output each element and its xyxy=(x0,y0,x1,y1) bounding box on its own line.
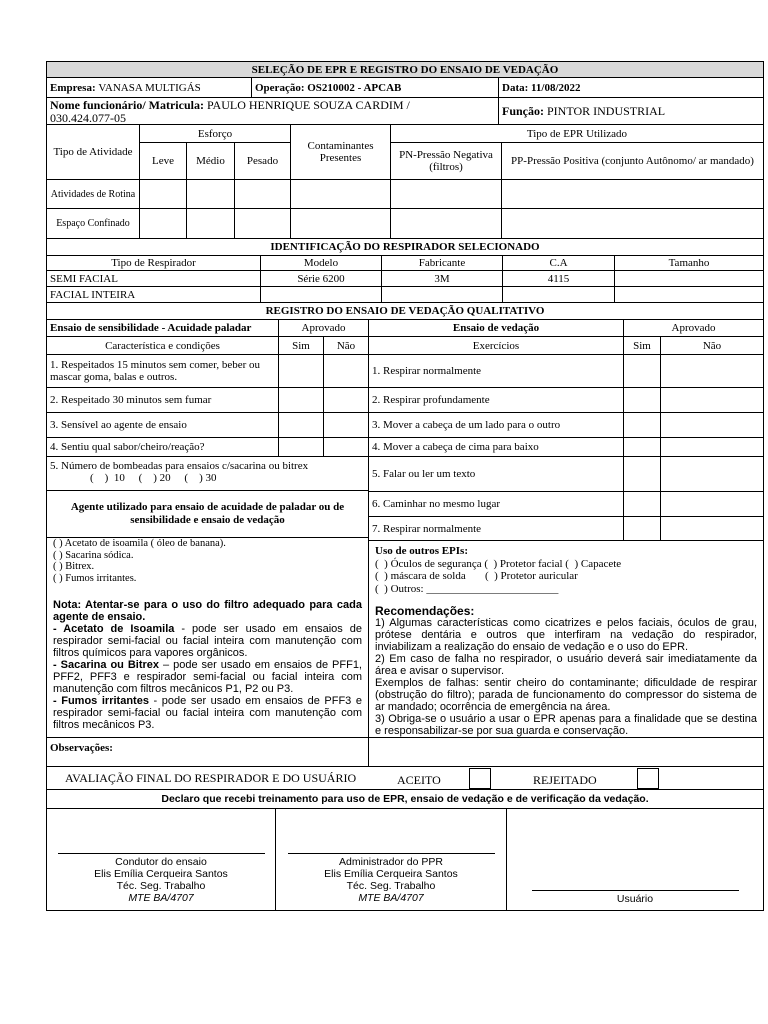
respirator-col-tipo: Tipo de Respirador xyxy=(47,256,261,270)
aceito-checkbox[interactable] xyxy=(469,768,491,789)
nao-cell[interactable] xyxy=(661,388,763,412)
exercicio-item: 7. Respirar normalmente xyxy=(369,517,624,540)
pesado-cell[interactable] xyxy=(235,180,291,208)
empresa-value: VANASA MULTIGÁS xyxy=(98,81,201,94)
nao-cell[interactable] xyxy=(324,388,368,412)
caracteristica-header: Característica e condições xyxy=(47,337,279,354)
header-row-2 xyxy=(46,98,764,125)
pn-cell[interactable] xyxy=(391,180,502,208)
respirator-col-tamanho: Tamanho xyxy=(668,257,710,269)
respirator-tipo: SEMI FACIAL xyxy=(47,271,261,286)
funcao-field xyxy=(499,98,763,124)
signature-name: Elis Emília Cerqueira Santos xyxy=(324,868,458,880)
signature-line[interactable] xyxy=(58,853,265,854)
respirator-tipo: FACIAL INTEIRA xyxy=(47,287,261,302)
respirator-col-fabricante: Fabricante xyxy=(382,256,503,270)
medio-header: Médio xyxy=(187,143,235,179)
nota-item: - Acetato de Isoamila - pode ser usado em ensaios de respirador semi-facial ou facial inteira com manutenção com filtros químicos para vapores orgânicos. xyxy=(53,623,362,659)
nota-title: Nota: Atentar-se para o uso do filtro adequado para cada agente de ensaio. xyxy=(53,599,362,623)
sensibilidade-title: Ensaio de sensibilidade - Acuidade paladar xyxy=(47,320,279,336)
recomendacoes-title: Recomendações: xyxy=(375,604,475,618)
signature-block xyxy=(507,809,763,910)
operacao-value: OS210002 - APCAB xyxy=(307,81,402,94)
activity-row-rotina xyxy=(46,180,764,209)
qualitative-section-row xyxy=(46,303,764,320)
signature-reg: MTE BA/4707 xyxy=(128,892,194,904)
respirator-row xyxy=(46,287,764,303)
sensibilidade-column xyxy=(47,320,369,737)
sim-cell[interactable] xyxy=(624,388,661,412)
activity-row-label: Espaço Confinado xyxy=(47,209,140,238)
funcionario-field xyxy=(47,98,499,124)
agente-option[interactable]: ( ) Sacarina sódica. xyxy=(53,549,134,561)
bombeadas-options[interactable]: ( ) 10 ( ) 20 ( ) 30 xyxy=(90,472,217,484)
respirator-fabricante: 3M xyxy=(382,271,503,286)
sim-cell[interactable] xyxy=(279,438,324,456)
sim-header: Sim xyxy=(624,337,661,354)
signature-line[interactable] xyxy=(532,890,739,891)
respirator-row xyxy=(46,271,764,287)
nota-item: - Sacarina ou Bitrex – pode ser usado em ensaios de PFF1, PFF2, PFF3 e respirador semi-facial ou facial inteira com manutenção com filtros mecânicos P1, P2 ou P3. xyxy=(53,659,362,695)
signature-block xyxy=(276,809,507,910)
sim-header: Sim xyxy=(279,337,324,354)
respirator-col-modelo: Modelo xyxy=(261,256,382,270)
agente-option[interactable]: ( ) Acetato de isoamila ( óleo de banana). xyxy=(53,538,226,549)
contaminantes-cell[interactable] xyxy=(291,180,391,208)
qualitative-section-title: REGISTRO DO ENSAIO DE VEDAÇÃO QUALITATIVO xyxy=(265,305,545,317)
empresa-field xyxy=(47,78,252,97)
avaliacao-row xyxy=(46,767,764,790)
bombeadas-item xyxy=(47,457,368,485)
respirator-section-row xyxy=(46,239,764,256)
data-field xyxy=(499,78,763,97)
epr-form xyxy=(46,61,764,911)
recomendacoes-block xyxy=(369,595,763,737)
nao-cell[interactable] xyxy=(661,438,763,456)
recomendacao-paragraph: 1) Algumas características como cicatrizes e pelos faciais, óculos de grau, prótese dentária e outros que interfiram na vedação do respirador, inviabilizam a realização do ensaio de vedação e o uso do EPR. xyxy=(375,617,757,653)
medio-cell[interactable] xyxy=(187,180,235,208)
operacao-label: Operação: xyxy=(255,81,305,94)
declaro-row xyxy=(46,790,764,809)
nao-cell[interactable] xyxy=(661,517,763,540)
nao-cell[interactable] xyxy=(324,355,368,387)
nota-block xyxy=(47,584,368,731)
observacoes-row xyxy=(46,737,764,767)
pesado-cell[interactable] xyxy=(235,209,291,238)
pn-cell[interactable] xyxy=(391,209,502,238)
signature-reg: MTE BA/4707 xyxy=(358,892,424,904)
respirator-ca xyxy=(503,287,615,302)
declaro-text: Declaro que recebi treinamento para uso de EPR, ensaio de vedação e de verificação da vedação. xyxy=(161,793,649,805)
activity-row-label: Atividades de Rotina xyxy=(47,180,140,208)
signature-role: Usuário xyxy=(616,893,654,905)
form-title: SELEÇÃO DE EPR E REGISTRO DO ENSAIO DE VEDAÇÃO xyxy=(251,63,559,76)
recomendacao-paragraph: 3) Obriga-se o usuário a usar o EPR apenas para a finalidade que se destina e responsabilizar-se por sua guarda e conservação. xyxy=(375,713,757,737)
leve-cell[interactable] xyxy=(140,209,187,238)
signature-title: Téc. Seg. Trabalho xyxy=(346,880,436,892)
tipo-atividade-header: Tipo de Atividade xyxy=(47,125,140,179)
empresa-label: Empresa: xyxy=(50,81,96,94)
nota-item: - Fumos irritantes - pode ser usado em ensaios de PFF3 e respirador semi-facial ou facial inteira com manutenção com filtros mecânicos P3. xyxy=(53,695,362,731)
sim-cell[interactable] xyxy=(624,438,661,456)
leve-header: Leve xyxy=(140,143,187,179)
agente-option[interactable]: ( ) Fumos irritantes. xyxy=(53,572,137,584)
nao-header: Não xyxy=(336,339,356,352)
exercicio-item: 3. Mover a cabeça de um lado para o outro xyxy=(369,413,624,437)
rejeitado-label: REJEITADO xyxy=(533,773,597,787)
pesado-header: Pesado xyxy=(246,155,279,167)
pp-cell[interactable] xyxy=(502,209,763,238)
respirator-modelo: Série 6200 xyxy=(261,271,382,286)
sim-cell[interactable] xyxy=(624,355,661,387)
sensibilidade-item: 2. Respeitado 30 minutos sem fumar xyxy=(47,388,279,412)
sim-cell[interactable] xyxy=(279,355,324,387)
activity-row-confinado xyxy=(46,209,764,239)
tipo-epr-header: Tipo de EPR Utilizado xyxy=(391,125,763,143)
respirator-ca: 4115 xyxy=(503,271,615,286)
funcionario-value: PAULO HENRIQUE SOUZA CARDIM / xyxy=(206,98,410,112)
activity-header-row xyxy=(46,125,764,180)
sensibilidade-item: 3. Sensível ao agente de ensaio xyxy=(47,413,279,437)
nao-header: Não xyxy=(702,339,722,352)
outros-epis-block xyxy=(369,541,763,595)
respirator-header-row xyxy=(46,256,764,271)
exercicio-item: 2. Respirar profundamente xyxy=(369,388,624,412)
outros-epis-line[interactable]: ( ) Outros: ________________________ xyxy=(375,582,559,595)
pp-cell[interactable] xyxy=(502,180,763,208)
esforco-group xyxy=(140,125,291,179)
observacoes-label: Observações: xyxy=(47,738,369,766)
rejeitado-checkbox[interactable] xyxy=(637,768,659,789)
nao-cell[interactable] xyxy=(661,457,763,491)
medio-cell[interactable] xyxy=(187,209,235,238)
aprovado-header: Aprovado xyxy=(301,322,346,334)
sim-cell[interactable] xyxy=(624,413,661,437)
aceito-label: ACEITO xyxy=(397,773,441,787)
outros-epis-line[interactable]: ( ) Óculos de segurança ( ) Protetor facial ( ) Capacete xyxy=(375,557,622,570)
signature-title: Téc. Seg. Trabalho xyxy=(116,880,206,892)
signature-line[interactable] xyxy=(288,853,495,854)
contaminantes-header: Contaminantes Presentes xyxy=(291,125,391,179)
exercicio-item: 6. Caminhar no mesmo lugar xyxy=(369,492,624,516)
signatures-row xyxy=(46,809,764,911)
tipo-epr-group xyxy=(391,125,763,179)
sim-cell[interactable] xyxy=(624,457,661,491)
respirator-fabricante xyxy=(382,287,503,302)
agente-option[interactable]: ( ) Bitrex. xyxy=(53,561,95,572)
respirator-tamanho xyxy=(615,271,763,286)
operacao-field xyxy=(252,78,499,97)
respirator-col-ca: C.A xyxy=(503,256,615,270)
agente-options xyxy=(47,538,368,584)
sim-cell[interactable] xyxy=(624,517,661,540)
outros-epis-line[interactable]: ( ) máscara de solda ( ) Protetor auricular xyxy=(375,570,578,582)
data-value: 11/08/2022 xyxy=(531,81,581,94)
respirator-section-title: IDENTIFICAÇÃO DO RESPIRADOR SELECIONADO xyxy=(270,241,540,253)
agente-title: Agente utilizado para ensaio de acuidade de paladar ou de sensibilidade e ensaio de vedação xyxy=(70,501,345,526)
vedacao-column xyxy=(369,320,763,737)
funcionario-label: Nome funcionário/ Matricula: xyxy=(50,98,204,112)
matricula-value: 030.424.077-05 xyxy=(50,111,126,125)
pn-header: PN-Pressão Negativa (filtros) xyxy=(391,143,502,179)
signature-name: Elis Emília Cerqueira Santos xyxy=(94,868,228,880)
nao-cell[interactable] xyxy=(661,492,763,516)
nao-cell[interactable] xyxy=(324,438,368,456)
sim-cell[interactable] xyxy=(279,388,324,412)
esforco-header: Esforço xyxy=(140,125,290,143)
signature-role: Condutor do ensaio xyxy=(115,856,207,868)
qualitative-body xyxy=(46,320,764,737)
outros-epis-title: Uso de outros EPIs: xyxy=(375,545,469,557)
sim-cell[interactable] xyxy=(624,492,661,516)
funcao-value: PINTOR INDUSTRIAL xyxy=(547,104,666,118)
exercicio-item: 5. Falar ou ler um texto xyxy=(369,457,624,491)
nao-cell[interactable] xyxy=(324,413,368,437)
bombeadas-label: 5. Número de bombeadas para ensaios c/sacarina ou bitrex xyxy=(50,460,309,472)
nao-cell[interactable] xyxy=(661,355,763,387)
sim-cell[interactable] xyxy=(279,413,324,437)
data-label: Data: xyxy=(502,81,529,94)
leve-cell[interactable] xyxy=(140,180,187,208)
nao-cell[interactable] xyxy=(661,413,763,437)
form-title-row xyxy=(46,61,764,78)
aprovado-header: Aprovado xyxy=(671,322,716,334)
exercicio-item: 4. Mover a cabeça de cima para baixo xyxy=(369,438,624,456)
observacoes-field[interactable] xyxy=(369,738,763,766)
recomendacao-paragraph: Exemplos de falhas: sentir cheiro do contaminante; dificuldade de respirar (obstrução do filtro); parada de funcionamento do compressor do sistema de ar mandado; ocorrência de emergência na área. xyxy=(375,677,757,713)
sensibilidade-item: 1. Respeitados 15 minutos sem comer, beber ou mascar goma, balas e outros. xyxy=(47,355,279,387)
exercicios-header: Exercícios xyxy=(369,337,624,354)
header-row-1 xyxy=(46,78,764,98)
signature-block xyxy=(47,809,276,910)
contaminantes-cell[interactable] xyxy=(291,209,391,238)
exercicio-item: 1. Respirar normalmente xyxy=(369,355,624,387)
respirator-modelo xyxy=(261,287,382,302)
vedacao-title: Ensaio de vedação xyxy=(369,320,624,336)
avaliacao-label: AVALIAÇÃO FINAL DO RESPIRADOR E DO USUÁRIO xyxy=(65,771,357,785)
funcao-label: Função: xyxy=(502,104,544,118)
respirator-tamanho xyxy=(615,287,763,302)
pp-header: PP-Pressão Positiva (conjunto Autônomo/ ar mandado) xyxy=(511,155,754,167)
signature-role: Administrador do PPR xyxy=(339,856,443,868)
sensibilidade-item: 4. Sentiu qual sabor/cheiro/reação? xyxy=(47,438,279,456)
recomendacao-paragraph: 2) Em caso de falha no respirador, o usuário deverá sair imediatamente da área e avisar o supervisor. xyxy=(375,653,757,677)
